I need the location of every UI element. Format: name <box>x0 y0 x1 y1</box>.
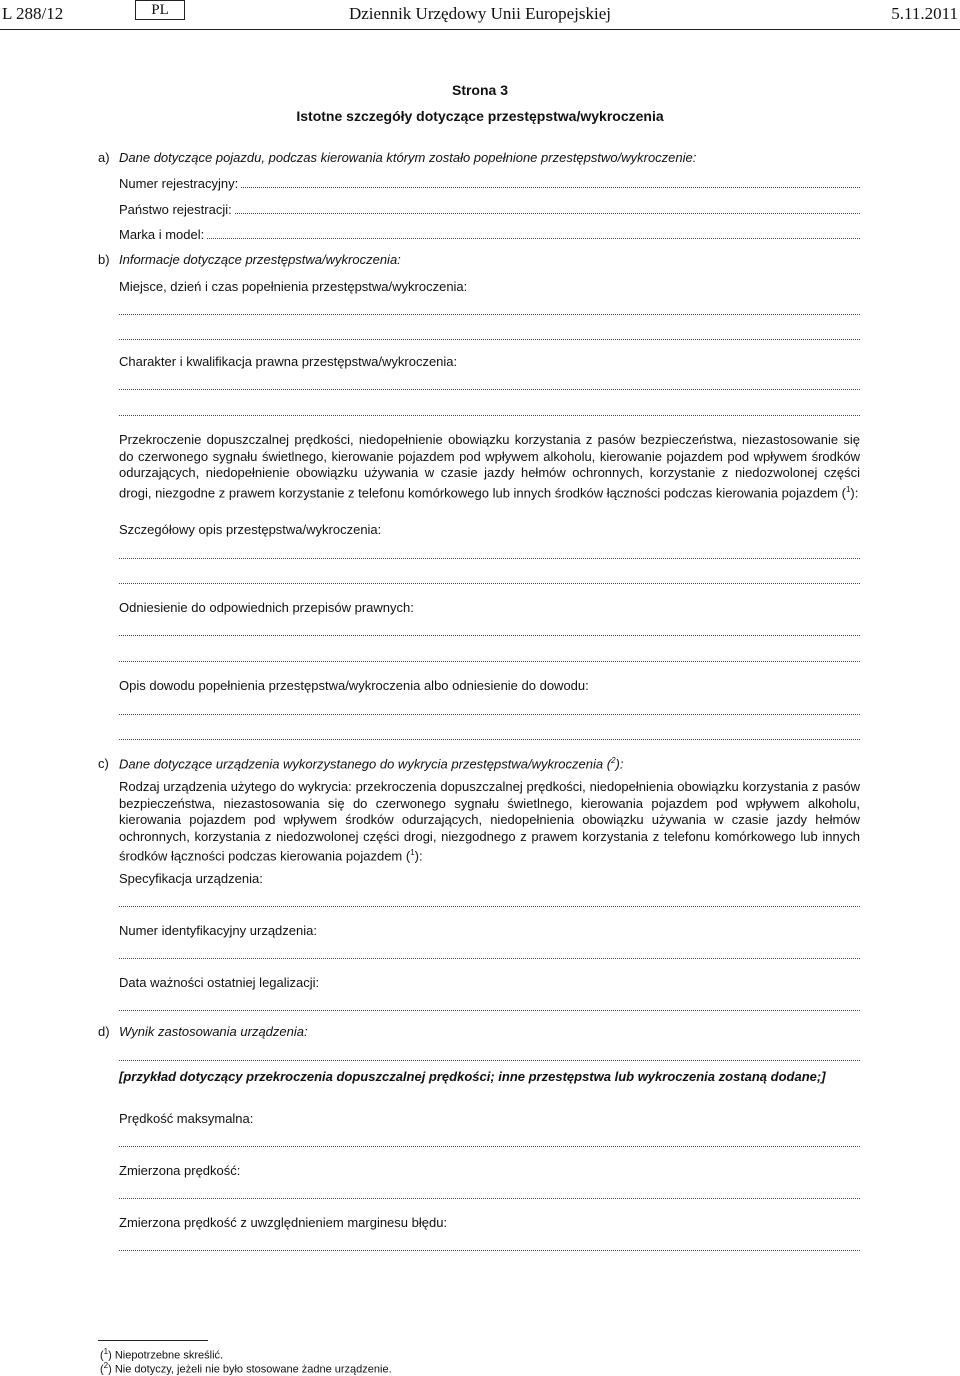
device-type-text: Rodzaj urządzenia użytego do wykrycia: przekroczenia dopuszczalnej prędkości, niedopełnienia obowiązku korzystania z pasów bezpieczeństwa, niezastosowania się do czerwonego sygnału świetlnego, kierowania pojazdem pod wpływem alkoholu, kierowania pojazdem pod wpływem środków odurzających, niedopełnienia obowiązku używania w czasie jazdy hełmów ochronnych, korzystania z niedozwolonej części drogi, niezgodnego z prawem korzystania z telefonu komórkowego lub innych środków łączności podczas kierowania pojazdem ($^1$): <box>119 779 860 864</box>
section-c-label: c) <box>98 756 109 771</box>
margin-speed-label: Zmierzona prędkość z uwzględnieniem marginesu błędu: <box>119 1215 448 1230</box>
legal-reference-label: Odniesienie do odpowiednich przepisów prawnych: <box>119 600 414 615</box>
fill-line <box>207 226 860 239</box>
section-b-label: b) <box>98 252 110 267</box>
legal-line-1[interactable] <box>119 634 860 636</box>
footnote-2: ($^2$) Nie dotyczy, jeżeli nie było stosowane żadne urządzenie. <box>100 1361 392 1376</box>
detail-label: Szczegółowy opis przestępstwa/wykroczenia: <box>119 522 382 537</box>
language-badge: PL <box>135 0 185 20</box>
registration-country-field[interactable] <box>119 201 860 217</box>
place-date-line-1[interactable] <box>119 313 860 315</box>
header-divider <box>0 29 960 30</box>
footnote-1: ($^1$) Niepotrzebne skreślić. <box>100 1347 224 1362</box>
device-spec-label: Specyfikacja urządzenia: <box>119 871 263 886</box>
legalisation-date-line[interactable] <box>119 1009 860 1011</box>
section-a-label: a) <box>98 150 110 165</box>
page-title: Strona 3 <box>451 82 508 98</box>
result-line[interactable] <box>119 1059 860 1061</box>
make-model-label: Marka i model: <box>119 227 205 242</box>
page-reference: L 288/12 <box>2 4 64 23</box>
evidence-line-2[interactable] <box>119 738 860 740</box>
nature-label: Charakter i kwalifikacja prawna przestępstwa/wykroczenia: <box>119 354 458 369</box>
device-id-label: Numer identyfikacyjny urządzenia: <box>119 923 317 938</box>
nature-line-1[interactable] <box>119 388 860 390</box>
section-a-heading: Dane dotyczące pojazdu, podczas kierowania którym zostało popełnione przestępstwo/wykroczenie: <box>119 150 697 165</box>
example-note: [przykład dotyczący przekroczenia dopuszczalnej prędkości; inne przestępstwa lub wykroczenia zostaną dodane;] <box>119 1069 826 1084</box>
offences-list: Przekroczenie dopuszczalnej prędkości, niedopełnienie obowiązku korzystania z pasów bezpieczeństwa, niezastosowanie się do czerwonego sygnału świetlnego, kierowanie pojazdem pod wpływem alkoholu, kierowanie pojazdem pod wpływem środków odurzających, niedopełnienie obowiązku używania w czasie jazdy hełmów ochronnych, korzystanie z niedozwolonej części drogi, niezgodne z prawem korzystanie z telefonu komórkowego lub innych środków łączności podczas kierowania pojazdem ($^1$): <box>119 432 860 500</box>
fill-line <box>241 175 860 188</box>
evidence-line-1[interactable] <box>119 713 860 715</box>
journal-header <box>0 0 960 28</box>
fill-line <box>235 201 860 214</box>
max-speed-label: Prędkość maksymalna: <box>119 1111 254 1126</box>
legal-line-2[interactable] <box>119 660 860 662</box>
device-id-line[interactable] <box>119 957 860 959</box>
place-date-label: Miejsce, dzień i czas popełnienia przestępstwa/wykroczenia: <box>119 279 468 294</box>
section-d-label: d) <box>98 1024 110 1039</box>
measured-speed-label: Zmierzona prędkość: <box>119 1163 241 1178</box>
nature-line-2[interactable] <box>119 414 860 416</box>
measured-speed-line[interactable] <box>119 1197 860 1199</box>
detail-line-1[interactable] <box>119 557 860 559</box>
margin-speed-line[interactable] <box>119 1249 860 1251</box>
legalisation-date-label: Data ważności ostatniej legalizacji: <box>119 975 320 990</box>
detail-line-2[interactable] <box>119 582 860 584</box>
max-speed-line[interactable] <box>119 1145 860 1147</box>
evidence-label: Opis dowodu popełnienia przestępstwa/wykroczenia albo odniesienie do dowodu: <box>119 678 589 693</box>
make-model-field[interactable] <box>119 226 860 242</box>
place-date-line-2[interactable] <box>119 338 860 340</box>
section-d-heading: Wynik zastosowania urządzenia: <box>119 1024 308 1039</box>
registration-number-label: Numer rejestracyjny: <box>119 176 239 191</box>
page-subtitle: Istotne szczegóły dotyczące przestępstwa/wykroczenia <box>296 108 664 124</box>
section-c-heading: Dane dotyczące urządzenia wykorzystanego do wykrycia przestępstwa/wykroczenia ($^2$): <box>119 756 624 772</box>
journal-title: Dziennik Urzędowy Unii Europejskiej <box>348 4 611 23</box>
device-spec-line[interactable] <box>119 905 860 907</box>
section-b-heading: Informacje dotyczące przestępstwa/wykroczenia: <box>119 252 401 267</box>
footnote-divider <box>98 1340 208 1341</box>
registration-number-field[interactable] <box>119 175 860 191</box>
publication-date: 5.11.2011 <box>891 4 958 23</box>
registration-country-label: Państwo rejestracji: <box>119 202 232 217</box>
